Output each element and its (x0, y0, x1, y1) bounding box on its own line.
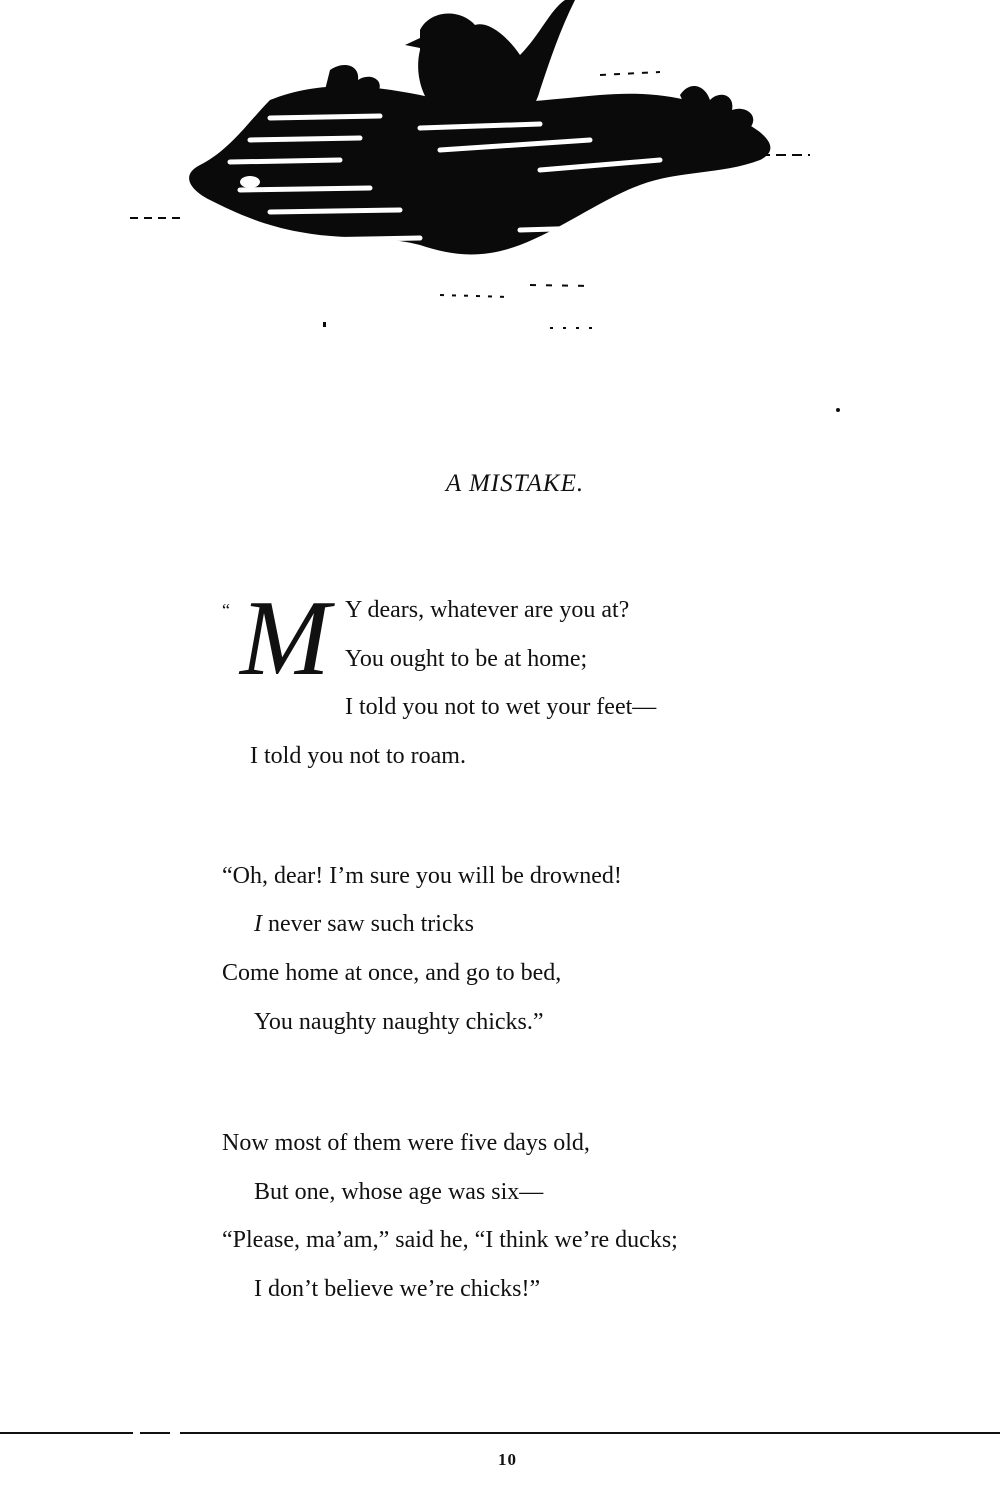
stanza-1-line-1-text: Y dears, whatever are you at? (345, 597, 630, 623)
stanza-1-line-4: I told you not to roam. (250, 743, 466, 769)
poem-title: A MISTAKE. (445, 470, 585, 497)
page-number: 10 (498, 1450, 517, 1469)
stanza-2-line-1: “Oh, dear! I’m sure you will be drowned! (222, 863, 622, 889)
stanza-1-line-1 (345, 598, 629, 622)
ink-speck (836, 408, 840, 412)
stanza-2-line-3: Come home at once, and go to bed, (222, 960, 562, 986)
stanza-2-line-4: You naughty naughty chicks.” (254, 1009, 544, 1035)
footer-rule-segment-2 (140, 1432, 170, 1434)
stanza-3-line-1: Now most of them were five days old, (222, 1130, 590, 1156)
stanza-3-line-2: But one, whose age was six— (254, 1179, 544, 1205)
stanza-3-line-3: “Please, ma’am,” said he, “I think we’re ducks; (222, 1227, 678, 1253)
stanza-2-line-2-text: never saw such tricks (262, 911, 474, 937)
stanza-2-line-2 (254, 912, 474, 936)
stanza-1-line-3: I told you not to wet your feet— (345, 694, 657, 720)
footer-rule-segment-3 (180, 1432, 1000, 1434)
stanza-3-line-4: I don’t believe we’re chicks!” (254, 1276, 541, 1302)
stanza-1-line-2: You ought to be at home; (345, 646, 588, 672)
stanza-2-italic-word: I (254, 911, 262, 937)
footer-rule-segment-1 (0, 1432, 133, 1434)
opening-quote: “ (222, 600, 230, 620)
hen-by-water-illustration (120, 0, 820, 340)
drop-cap-letter: M (240, 579, 330, 698)
